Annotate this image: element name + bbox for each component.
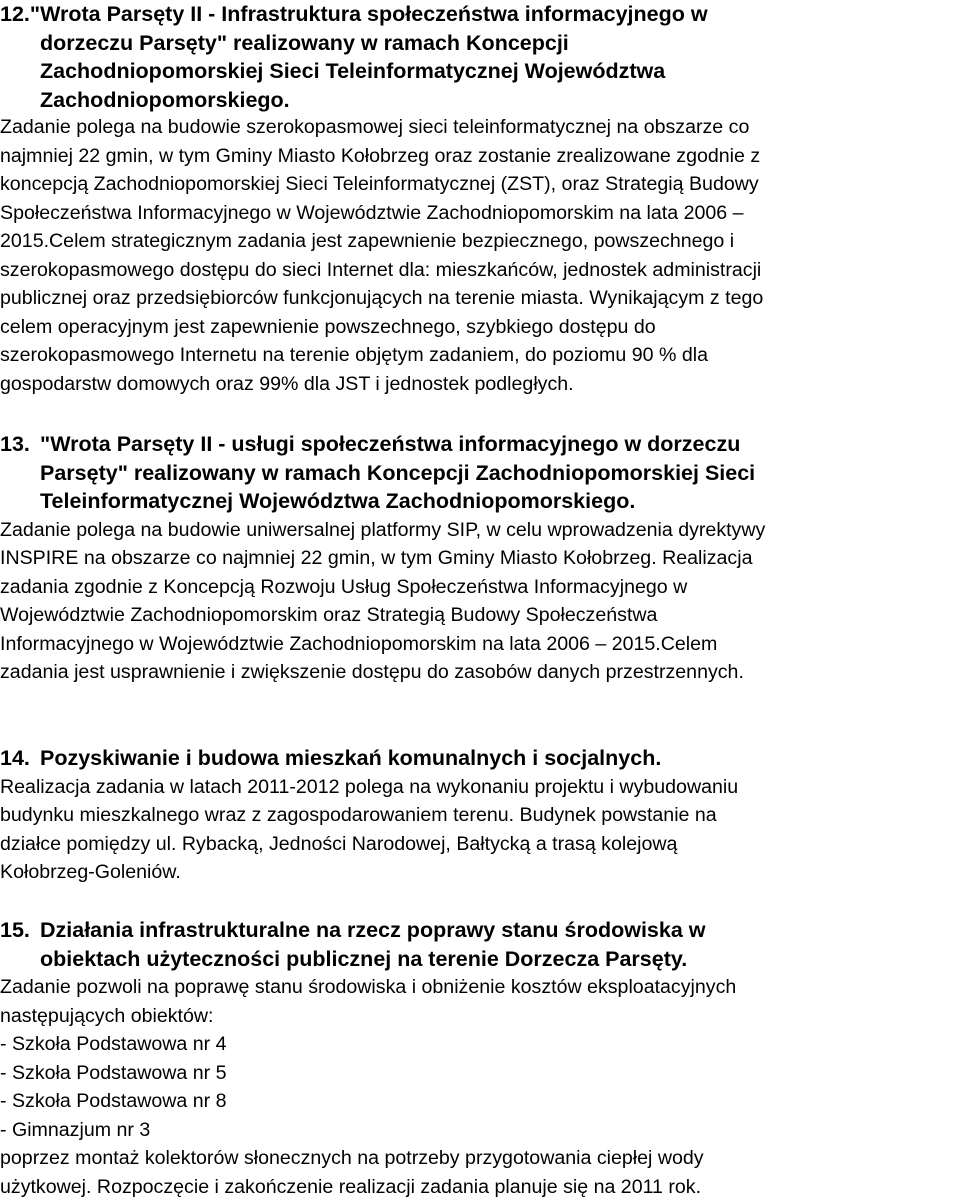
- body-line: Zadanie polega na budowie szerokopasmowej sieci teleinformatycznej na obszarze co: [0, 116, 750, 138]
- heading-line: [0, 0, 960, 29]
- heading-line: Pozyskiwanie i budowa mieszkań komunalnych i socjalnych.: [40, 746, 662, 770]
- body-line: Realizacja zadania w latach 2011-2012 polega na wykonaniu projektu i wybudowaniu: [0, 775, 739, 798]
- body-line: - Szkoła Podstawowa nr 5: [0, 1061, 227, 1084]
- body-line: najmniej 22 gmin, w tym Gminy Miasto Kołobrzeg oraz zostanie zrealizowane zgodnie z: [0, 144, 761, 167]
- section-heading: [0, 744, 960, 773]
- body-line: Zadanie pozwoli na poprawę stanu środowiska i obniżenie kosztów eksploatacyjnych: [0, 976, 737, 998]
- heading-line-text: "Wrota Parsęty II - Infrastruktura społeczeństwa informacyjnego w: [29, 2, 708, 26]
- section-heading: [0, 430, 960, 516]
- section-number: 12.: [0, 2, 30, 26]
- heading-line: "Wrota Parsęty II - usługi społeczeństwa informacyjnego w dorzeczu: [40, 432, 741, 456]
- section-13: [0, 430, 960, 687]
- body-line: następujących obiektów:: [0, 1004, 214, 1027]
- body-line: - Szkoła Podstawowa nr 4: [0, 1033, 227, 1055]
- section-number: 14.: [0, 746, 30, 770]
- heading-line: Parsęty" realizowany w ramach Koncepcji Zachodniopomorskiej Sieci: [40, 460, 756, 485]
- body-line: poprzez montaż kolektorów słonecznych na potrzeby przygotowania ciepłej wody: [0, 1147, 704, 1169]
- body-line: Zadanie polega na budowie uniwersalnej platformy SIP, w celu wprowadzenia dyrektywy: [0, 518, 766, 541]
- heading-text: [40, 916, 960, 973]
- body-line: gospodarstw domowych oraz 99% dla JST i jednostek podległych.: [0, 372, 574, 395]
- section-heading: [0, 0, 960, 114]
- heading-text: [40, 430, 960, 516]
- section-number: 15.: [0, 918, 30, 942]
- section-14: [0, 744, 960, 887]
- heading-line: Działania infrastrukturalne na rzecz poprawy stanu środowiska w: [40, 918, 706, 942]
- body-line: celem operacyjnym jest zapewnienie powszechnego, szybkiego dostępu do: [0, 315, 656, 338]
- body-line: działce pomiędzy ul. Rybacką, Jedności Narodowej, Bałtycką a trasą kolejową: [0, 832, 678, 855]
- body-line: szerokopasmowego dostępu do sieci Internet dla: mieszkańców, jednostek administracji: [0, 258, 762, 281]
- body-line: budynku mieszkalnego wraz z zagospodarowaniem terenu. Budynek powstanie na: [0, 804, 717, 826]
- body-line: Kołobrzeg-Goleniów.: [0, 861, 181, 883]
- body-line: zadania zgodnie z Koncepcją Rozwoju Usług Społeczeństwa Informacyjnego w: [0, 575, 688, 598]
- body-line: koncepcją Zachodniopomorskiej Sieci Teleinformatycznej (ZST), oraz Strategią Budowy: [0, 173, 759, 195]
- body-line: publicznej oraz przedsiębiorców funkcjonujących na terenie miasta. Wynikającym z tego: [0, 287, 764, 309]
- section-12: [0, 0, 960, 398]
- body-line: INSPIRE na obszarze co najmniej 22 gmin, w tym Gminy Miasto Kołobrzeg. Realizacja: [0, 547, 753, 569]
- section-heading: [0, 916, 960, 973]
- heading-line: obiektach użyteczności publicznej na terenie Dorzecza Parsęty.: [40, 946, 688, 971]
- body-line: - Gimnazjum nr 3: [0, 1118, 151, 1141]
- section-body: [0, 516, 960, 687]
- heading-text: [40, 744, 960, 773]
- body-line: zadania jest usprawnienie i zwiększenie dostępu do zasobów danych przestrzennych.: [0, 661, 744, 683]
- body-line: Społeczeństwa Informacyjnego w Województwie Zachodniopomorskim na lata 2006 –: [0, 201, 744, 224]
- section-body: [0, 113, 960, 398]
- section-number: 13.: [0, 432, 30, 456]
- section-15: [0, 916, 960, 1201]
- section-body: [0, 973, 960, 1201]
- body-line: szerokopasmowego Internetu na terenie objętym zadaniem, do poziomu 90 % dla: [0, 344, 708, 366]
- body-line: 2015.Celem strategicznym zadania jest zapewnienie bezpiecznego, powszechnego i: [0, 230, 735, 252]
- body-line: użytkowej. Rozpoczęcie i zakończenie realizacji zadania planuje się na 2011 rok.: [0, 1175, 702, 1198]
- heading-line: Teleinformatycznej Województwa Zachodniopomorskiego.: [40, 489, 636, 513]
- heading-line: dorzeczu Parsęty" realizowany w ramach Koncepcji: [40, 30, 569, 55]
- body-line: Informacyjnego w Województwie Zachodniopomorskim na lata 2006 – 2015.Celem: [0, 632, 718, 655]
- section-body: [0, 773, 960, 887]
- heading-line: Zachodniopomorskiej Sieci Teleinformatycznej Województwa: [40, 59, 666, 83]
- body-line: Województwie Zachodniopomorskim oraz Strategią Budowy Społeczeństwa: [0, 604, 658, 626]
- body-line: - Szkoła Podstawowa nr 8: [0, 1090, 227, 1112]
- heading-line: Zachodniopomorskiego.: [40, 87, 290, 112]
